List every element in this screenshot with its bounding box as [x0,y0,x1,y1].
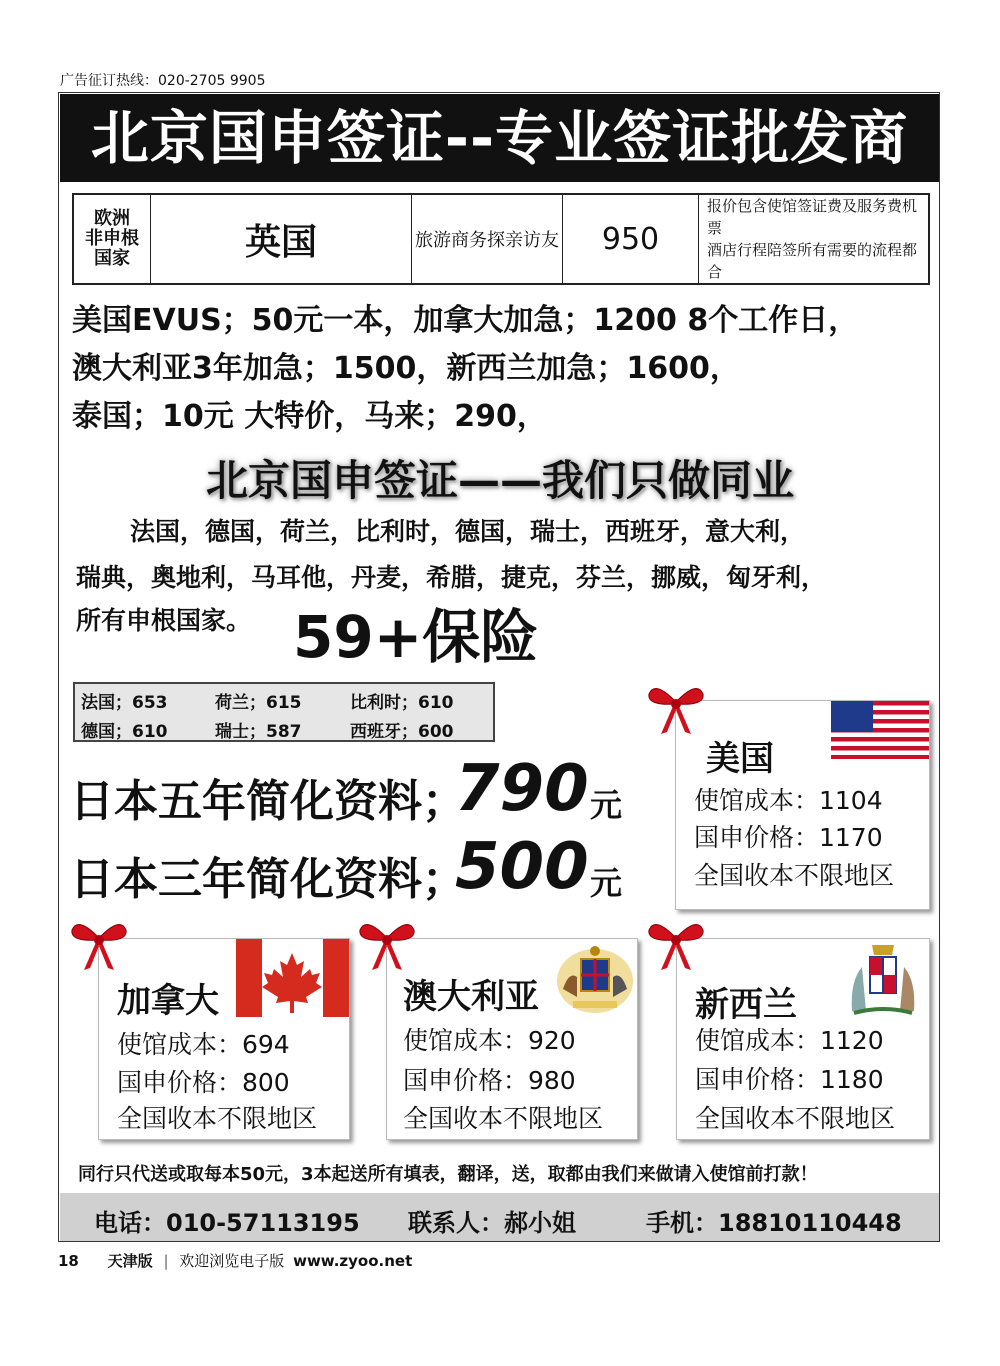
service-note: 同行只代送或取每本50元，3本起送所有填表，翻译，送，取都由我们来做请入使馆前打款！ [78,1164,818,1185]
newzealand-card [676,938,930,1140]
region-line: 欧洲 [94,208,130,229]
contact-person: 联系人：郝小姐 [408,1209,576,1237]
schengen-price: 荷兰；615 [215,693,302,713]
schengen-price: 法国；653 [81,693,168,713]
canada-flag-icon [236,939,349,1017]
region-cell [73,194,151,284]
schengen-price: 比利时；610 [350,693,454,713]
page-number: 18 [58,1252,79,1270]
australia-card [386,938,638,1140]
region-line: 国家 [94,248,130,269]
japan-five-year-label: 日本五年简化资料； [70,776,466,827]
japan-three-year-price: 500 [455,830,589,904]
promo-line: 美国EVUS；50元一本，加拿大加急；1200 8个工作日， [72,303,859,338]
us-flag-icon [831,701,929,759]
usa-card [675,700,930,910]
note-cell [699,194,930,284]
card-note: 全国收本不限地区 [403,1104,604,1133]
ribbon-bow-icon [68,912,130,974]
banner-title: 北京国申签证--专业签证批发商 [60,94,939,182]
card-note: 全国收本不限地区 [117,1104,318,1133]
canada-card [98,938,350,1140]
card-price: 国申价格：980 [403,1066,576,1095]
schengen-line: 法国，德国，荷兰，比利时，德国，瑞士，西班牙，意大利， [130,517,806,546]
card-cost: 使馆成本：1104 [694,786,883,815]
ribbon-bow-icon [645,912,707,974]
insurance-price: 59+保险 [293,603,539,671]
schengen-price-box [73,682,495,742]
card-country-name: 美国 [706,739,774,779]
uk-price-table [72,193,930,285]
newzealand-coat-of-arms-icon [840,941,926,1021]
schengen-price: 瑞士；587 [215,722,302,742]
card-country-name: 新西兰 [695,985,797,1025]
contact-mobile: 手机：18810110448 [646,1209,902,1237]
footer-divider: | [163,1252,169,1270]
price-cell: 950 [563,194,699,284]
schengen-line: 所有申根国家。 [76,606,252,635]
visa-type-cell: 旅游商务探亲访友 [412,194,563,284]
ad-hotline: 广告征订热线：020-2705 9905 [60,73,266,89]
contact-phone: 电话：010-57113195 [94,1209,360,1237]
footer-tagline: 欢迎浏览电子版 [179,1252,285,1270]
card-note: 全国收本不限地区 [694,861,895,890]
footer-url-link[interactable]: www.zyoo.net [293,1252,413,1270]
page-footer [58,1250,412,1271]
schengen-line: 瑞典，奥地利，马耳他，丹麦，希腊，捷克，芬兰，挪威，匈牙利， [76,563,827,592]
australia-coat-of-arms-icon [555,941,635,1017]
note-line: 酒店行程陪签所有需要的流程都合 [707,241,918,281]
card-price: 国申价格：800 [117,1068,290,1097]
note-line: 报价包含使馆签证费及服务费机票 [707,197,918,237]
card-note: 全国收本不限地区 [695,1104,896,1133]
contact-bar [60,1193,939,1241]
card-price: 国申价格：1170 [694,823,883,852]
card-country-name: 加拿大 [117,981,219,1021]
region-line: 非申根 [85,228,139,249]
card-country-name: 澳大利亚 [403,977,539,1017]
japan-three-year-label: 日本三年简化资料； [70,854,466,905]
price-unit: 元 [590,786,623,824]
schengen-price: 德国；610 [81,722,168,742]
ribbon-bow-icon [356,912,418,974]
promo-line: 泰国；10元 大特价，马来；290， [72,399,547,434]
card-cost: 使馆成本：694 [117,1030,290,1059]
promo-line: 澳大利亚3年加急；1500，新西兰加急；1600， [72,351,740,386]
country-cell: 英国 [151,194,412,284]
ribbon-bow-icon [645,676,707,738]
schengen-price: 西班牙；600 [350,722,454,742]
card-price: 国申价格：1180 [695,1065,884,1094]
japan-five-year-price: 790 [455,752,589,826]
edition-label: 天津版 [107,1252,153,1270]
card-cost: 使馆成本：920 [403,1026,576,1055]
price-unit: 元 [590,864,623,902]
card-cost: 使馆成本：1120 [695,1026,884,1055]
slogan: 北京国申签证——我们只做同业 [205,456,794,505]
